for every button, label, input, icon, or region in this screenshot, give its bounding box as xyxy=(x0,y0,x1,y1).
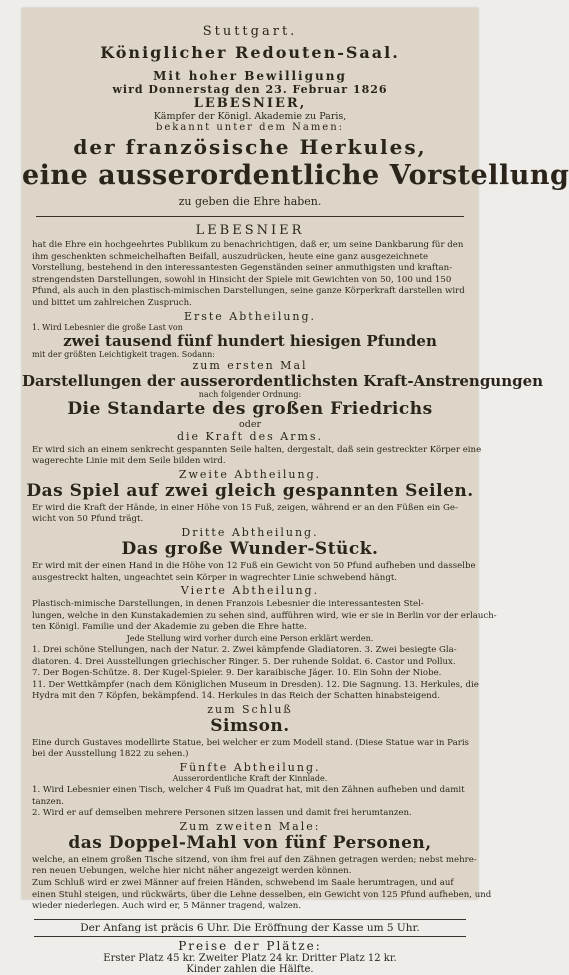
intro-line: und bittet um zahlreichen Zuspruch. xyxy=(32,297,192,308)
desc-line: ren neuen Uebungen, welche hier nicht näher angezeigt werden können. xyxy=(32,866,352,877)
part4-heading: Vierte Abtheilung. xyxy=(180,584,320,598)
part3-desc xyxy=(32,560,476,584)
part5-items xyxy=(32,785,468,820)
part1-weight: zwei tausend fünf hundert hiesigen Pfunden xyxy=(63,331,437,350)
performer-role: Kämpfer der Königl. Akademie zu Paris, xyxy=(153,111,347,122)
desc-line: ausgestreckt halten, ungeachtet sein Körper in wagrechter Linie schwebend hängt. xyxy=(32,572,398,583)
desc-line: wagerechte Linie mit dem Seile bilden wird. xyxy=(32,456,226,467)
date-line: wird Donnerstag den 23. Februar 1826 xyxy=(112,83,388,96)
list-line: 11. Der Wettkämpfer (nach dem Königlichen Museum in Dresden). 12. Die Sagnung. 13. Herkules, die xyxy=(32,679,479,690)
known-as-line: bekannt unter dem Namen: xyxy=(155,122,345,133)
part4-list xyxy=(32,644,479,703)
desc-line: bei der Ausstellung 1822 zu sehen.) xyxy=(32,749,189,760)
part5-sub: Ausserordentliche Kraft der Kinnlade. xyxy=(172,774,328,784)
divider-bottom xyxy=(34,919,466,920)
part4-samson: Simson. xyxy=(210,715,290,736)
list-line: 2. Wird er auf demselben mehrere Personen sitzen lassen und damit frei herumtanzen. xyxy=(32,808,412,819)
part3-title: Das große Wunder-Stück. xyxy=(121,538,379,559)
divider-top xyxy=(36,216,464,217)
honor-line: zu geben die Ehre haben. xyxy=(178,195,322,208)
part1-item1: 1. Wird Lebesnier die große Last von xyxy=(32,322,183,332)
desc-line: einen Stuhl steigen, und rückwärts, über die Lehne desselben, ein Gewicht von 125 Pfund aufheben, und xyxy=(32,889,492,900)
intro-line: strengendsten Darstellungen, sowohl in Hinsicht der Spiele mit Gewichten von 50, 100 und 150 xyxy=(32,274,452,285)
desc-line: wicht von 50 Pfund trägt. xyxy=(32,514,144,525)
part4-note: Jede Stellung wird vorher durch eine Person erklärt werden. xyxy=(126,633,374,643)
intro-line: Vorstellung, bestehend in den interessantesten Gegenständen seiner anmuthigsten und kraftan- xyxy=(32,263,453,274)
epithet-heading: der französische Herkules, xyxy=(73,135,427,159)
list-line: 1. Drei schöne Stellungen, nach der Natur. 2. Zwei kämpfende Gladiatoren. 3. Zwei besiegte Gla- xyxy=(32,644,457,655)
start-time-line: Der Anfang ist präcis 6 Uhr. Die Eröffnung der Kasse um 5 Uhr. xyxy=(80,921,420,934)
intro-line: ihm geschenkten schmeichelhaften Beifall, auszudrücken, heute eine ganz ausgezeichnete xyxy=(32,251,429,262)
part5-second-time: Zum zweiten Male: xyxy=(179,819,321,833)
list-line: 7. Der Bogen-Schütze. 8. Der Kugel-Spieler. 9. Der karaibische Jäger. 10. Ein Sohn der Niobe. xyxy=(32,668,442,679)
desc-line: ten Königl. Familie und der Akademie zu geben die Ehre hatte. xyxy=(32,622,307,633)
part1-or: oder xyxy=(239,418,261,430)
part2-title: Das Spiel auf zwei gleich gespannten Seilen. xyxy=(26,480,474,501)
divider-prices xyxy=(34,936,466,937)
list-line: Hydra mit den 7 Köpfen, bekämpfend. 14. Herkules in das Reich der Schatten hinabsteigend. xyxy=(32,691,440,702)
desc-line: lungen, welche in den Kunstakademien zu sehen sind, aufführen wird, wie er sie in Berlin vor der erlauch- xyxy=(32,610,497,621)
intro-name: LEBESNIER xyxy=(195,223,305,238)
intro-line: Pfund, als auch in den plastisch-mimischen Darstellungen, seine ganze Körperkraft darstellen wird xyxy=(32,286,465,297)
list-line: tanzen. xyxy=(32,796,64,807)
part2-heading: Zweite Abtheilung. xyxy=(178,467,322,481)
children-line: Kinder zahlen die Hälfte. xyxy=(186,963,314,975)
desc-line: Er wird die Kraft der Hände, in einer Höhe von 15 Fuß, zeigen, während er an den Füßen ein Ge- xyxy=(32,502,458,513)
desc-line: Eine durch Gustaves modellirte Statue, bei welcher er zum Modell stand. (Diese Statue war in Paris xyxy=(32,737,469,748)
main-title: eine ausserordentliche Vorstellung xyxy=(22,160,569,191)
desc-line: Er wird sich an einem senkrecht gespannten Seile halten, dergestalt, daß sein gestreckter Körper eine xyxy=(32,444,482,455)
part1-ease: mit der größten Leichtigkeit tragen. Sodann: xyxy=(32,349,215,359)
venue-heading: Königlicher Redouten-Saal. xyxy=(100,43,400,62)
part4-intro xyxy=(32,599,497,634)
performer-name: LEBESNIER, xyxy=(193,96,307,111)
part2-desc xyxy=(32,503,468,526)
part1-performances: Darstellungen der ausserordentlichsten Kraft-Anstrengungen xyxy=(22,371,544,390)
part1-first-time: zum ersten Mal xyxy=(192,358,308,372)
part1-heading: Erste Abtheilung. xyxy=(183,309,317,323)
desc-line: Er wird mit der einen Hand in die Höhe von 12 Fuß ein Gewicht von 50 Pfund aufheben und dasselbe xyxy=(32,560,476,571)
intro-line: hat die Ehre ein hochgeehrtes Publikum zu benachrichtigen, daß er, um seine Dankbarung für den xyxy=(32,240,464,250)
part3-heading: Dritte Abtheilung. xyxy=(181,525,319,539)
part4-finale-label: zum Schluß xyxy=(207,702,293,716)
desc-line: welche, an einem großen Tische sitzend, von ihm frei auf den Zähnen getragen werden; nebst mehre- xyxy=(32,854,477,865)
list-line: diatoren. 4. Drei Ausstellungen griechischer Ringer. 5. Der ruhende Soldat. 6. Castor und Pollux. xyxy=(32,656,456,667)
part5-meal: das Doppel-Mahl von fünf Personen, xyxy=(68,832,432,853)
list-line: 1. Wird Lebesnier einen Tisch, welcher 4 Fuß im Quadrat hat, mit den Zähnen aufheben und damit xyxy=(32,785,465,796)
city-heading: Stuttgart. xyxy=(202,24,298,39)
part5-meal-desc xyxy=(32,854,492,913)
permission-line: Mit hoher Bewilligung xyxy=(153,69,347,83)
desc-line: Zum Schluß wird er zwei Männer auf freien Händen, schwebend im Saale herumtragen, und auf xyxy=(32,878,454,889)
part1-order: nach folgender Ordnung: xyxy=(198,389,302,399)
prices-line: Erster Platz 45 kr. Zweiter Platz 24 kr. Dritter Platz 12 kr. xyxy=(103,952,397,964)
part4-samson-desc xyxy=(32,738,468,761)
desc-line: wieder niederlegen. Auch wird er, 5 Männer tragend, walzen. xyxy=(32,901,302,912)
part5-heading: Fünfte Abtheilung. xyxy=(179,761,321,775)
desc-line: Plastisch-mimische Darstellungen, in denen Franzois Lebesnier die interessantesten Stel- xyxy=(32,599,424,610)
part1-arm: die Kraft des Arms. xyxy=(176,429,324,443)
intro-paragraph xyxy=(32,240,468,310)
part1-standard: Die Standarte des großen Friedrichs xyxy=(67,398,433,419)
playbill-sheet xyxy=(22,8,569,975)
prices-heading: Preise der Plätze: xyxy=(178,938,322,953)
part1-desc xyxy=(32,444,482,468)
